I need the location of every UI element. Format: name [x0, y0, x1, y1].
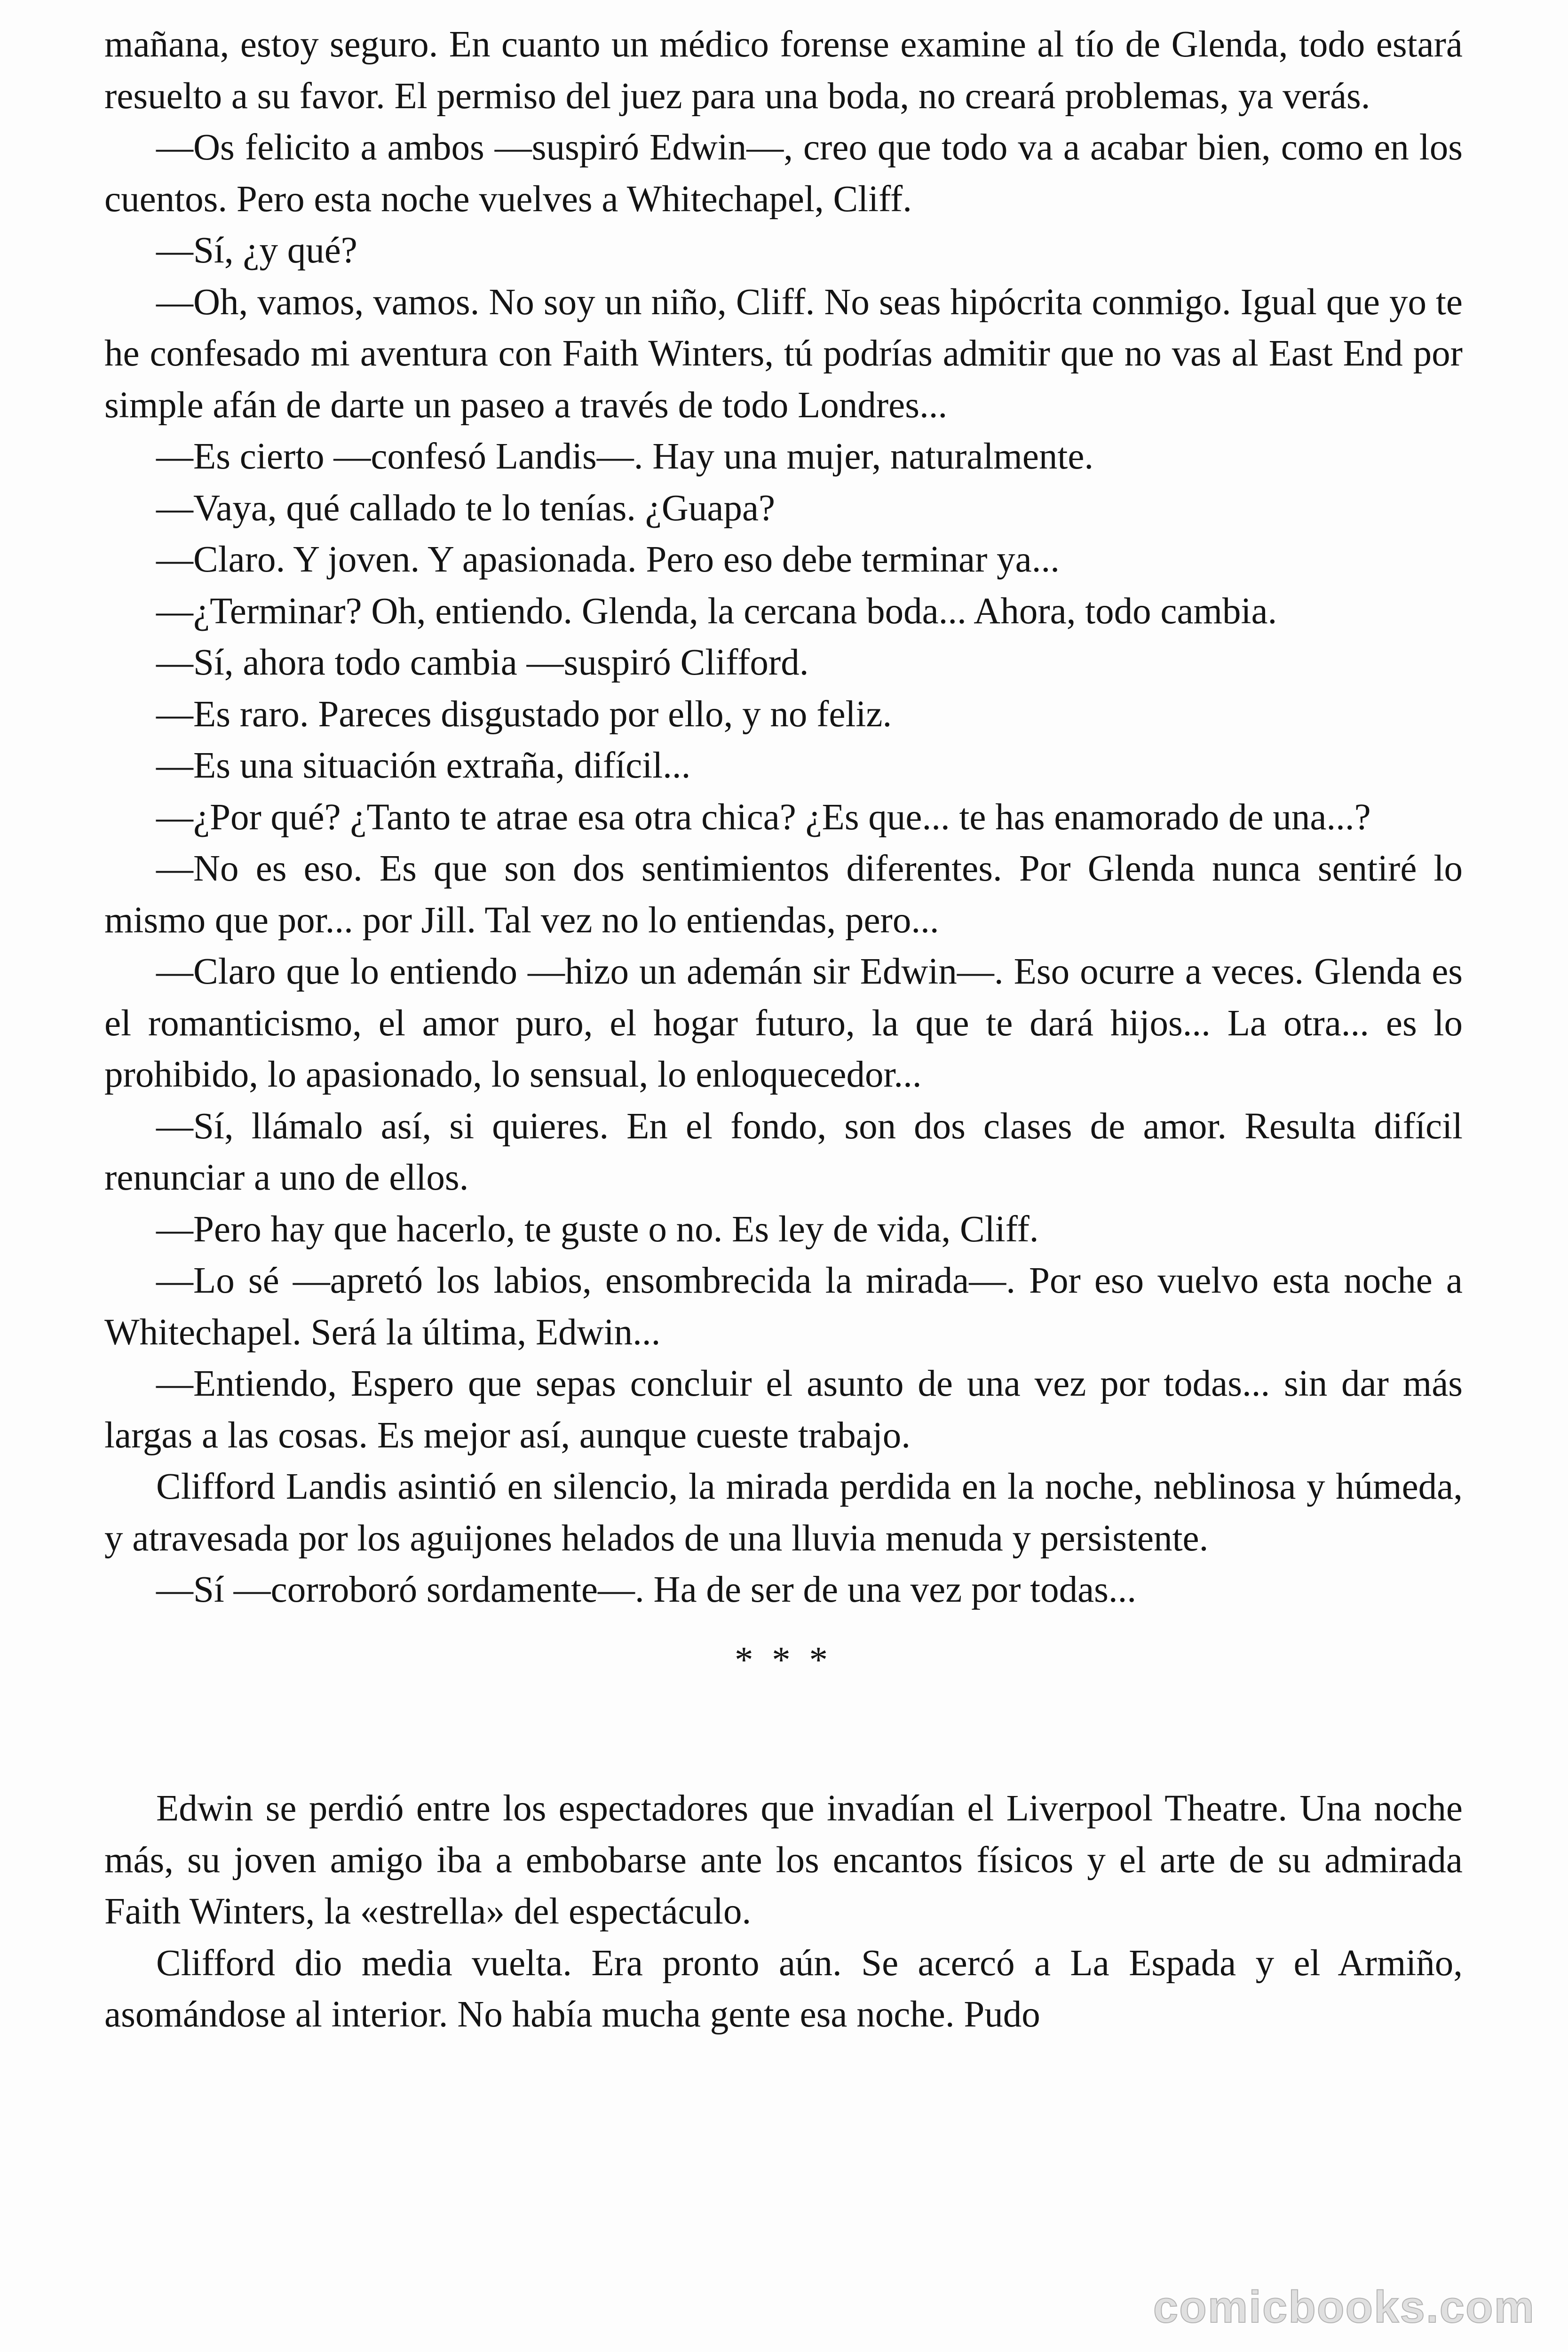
paragraph: —Es una situación extraña, difícil... [156, 745, 691, 786]
paragraph: —Es cierto —confesó Landis—. Hay una mujer, naturalmente. [156, 436, 1094, 477]
paragraph: —Sí, ahora todo cambia —suspiró Clifford. [156, 642, 809, 683]
paragraph: —¿Terminar? Oh, entiendo. Glenda, la cercana boda... Ahora, todo cambia. [156, 590, 1277, 632]
paragraph: —Sí, llámalo así, si quieres. En el fondo, son dos clases de amor. Resulta difícil renunciar a uno de ellos. [104, 1105, 1463, 1198]
paragraph: Clifford Landis asintió en silencio, la mirada perdida en la noche, neblinosa y húmeda, y atravesada por los aguijones helados de una lluvia menuda y persistente. [104, 1466, 1463, 1559]
paragraph: —No es eso. Es que son dos sentimientos diferentes. Por Glenda nunca sentiré lo mismo que por... por Jill. Tal vez no lo entiendas, pero... [104, 848, 1463, 941]
paragraph: —Sí —corroboró sordamente—. Ha de ser de una vez por todas... [156, 1569, 1137, 1610]
paragraph: —Sí, ¿y qué? [156, 230, 357, 271]
paragraph: —Es raro. Pareces disgustado por ello, y no feliz. [156, 693, 892, 735]
paragraph: —Oh, vamos, vamos. No soy un niño, Cliff. No seas hipócrita conmigo. Igual que yo te he confesado mi aventura con Faith Winters, tú podrías admitir que no vas al East End por simple afán de darte un paseo a través de todo Londres... [104, 281, 1463, 426]
paragraph: mañana, estoy seguro. En cuanto un médico forense examine al tío de Glenda, todo estará resuelto a su favor. El permiso del juez para una boda, no creará problemas, ya verás. [104, 24, 1463, 117]
watermark-logo: comicbooks.com [1153, 2282, 1535, 2332]
scene-break: * * * [735, 1639, 832, 1681]
paragraph: —Os felicito a ambos —suspiró Edwin—, creo que todo va a acabar bien, como en los cuentos. Pero esta noche vuelves a Whitechapel, Cliff. [104, 127, 1463, 220]
paragraph: —Lo sé —apretó los labios, ensombrecida la mirada—. Por eso vuelvo esta noche a Whitechapel. Será la última, Edwin... [104, 1260, 1463, 1353]
paragraph: —Claro. Y joven. Y apasionada. Pero eso debe terminar ya... [156, 539, 1060, 580]
paragraph: —Pero hay que hacerlo, te guste o no. Es ley de vida, Cliff. [156, 1208, 1039, 1250]
paragraph: Clifford dio media vuelta. Era pronto aún. Se acercó a La Espada y el Armiño, asomándose al interior. No había mucha gente esa noche. Pudo [104, 1942, 1463, 2035]
blank-space [104, 1686, 1463, 1783]
paragraph: —¿Por qué? ¿Tanto te atrae esa otra chica? ¿Es que... te has enamorado de una...? [156, 796, 1371, 838]
paragraph: —Claro que lo entiendo —hizo un ademán sir Edwin—. Eso ocurre a veces. Glenda es el romanticismo, el amor puro, el hogar futuro, la que te dará hijos... La otra... es lo prohibido, lo apasionado, lo sensual, lo enloquecedor... [104, 951, 1463, 1095]
text-column [104, 19, 1463, 2041]
paragraph: Edwin se perdió entre los espectadores que invadían el Liverpool Theatre. Una noche más, su joven amigo iba a embobarse ante los encantos físicos y el arte de su admirada Faith Winters, la «estrella» del espectáculo. [104, 1788, 1463, 1932]
paragraphs-before-break [104, 19, 1463, 1616]
paragraphs-after-break [104, 1783, 1463, 2041]
paragraph: —Entiendo, Espero que sepas concluir el asunto de una vez por todas... sin dar más largas a las cosas. Es mejor así, aunque cueste trabajo. [104, 1363, 1463, 1456]
paragraph: —Vaya, qué callado te lo tenías. ¿Guapa? [156, 487, 776, 529]
